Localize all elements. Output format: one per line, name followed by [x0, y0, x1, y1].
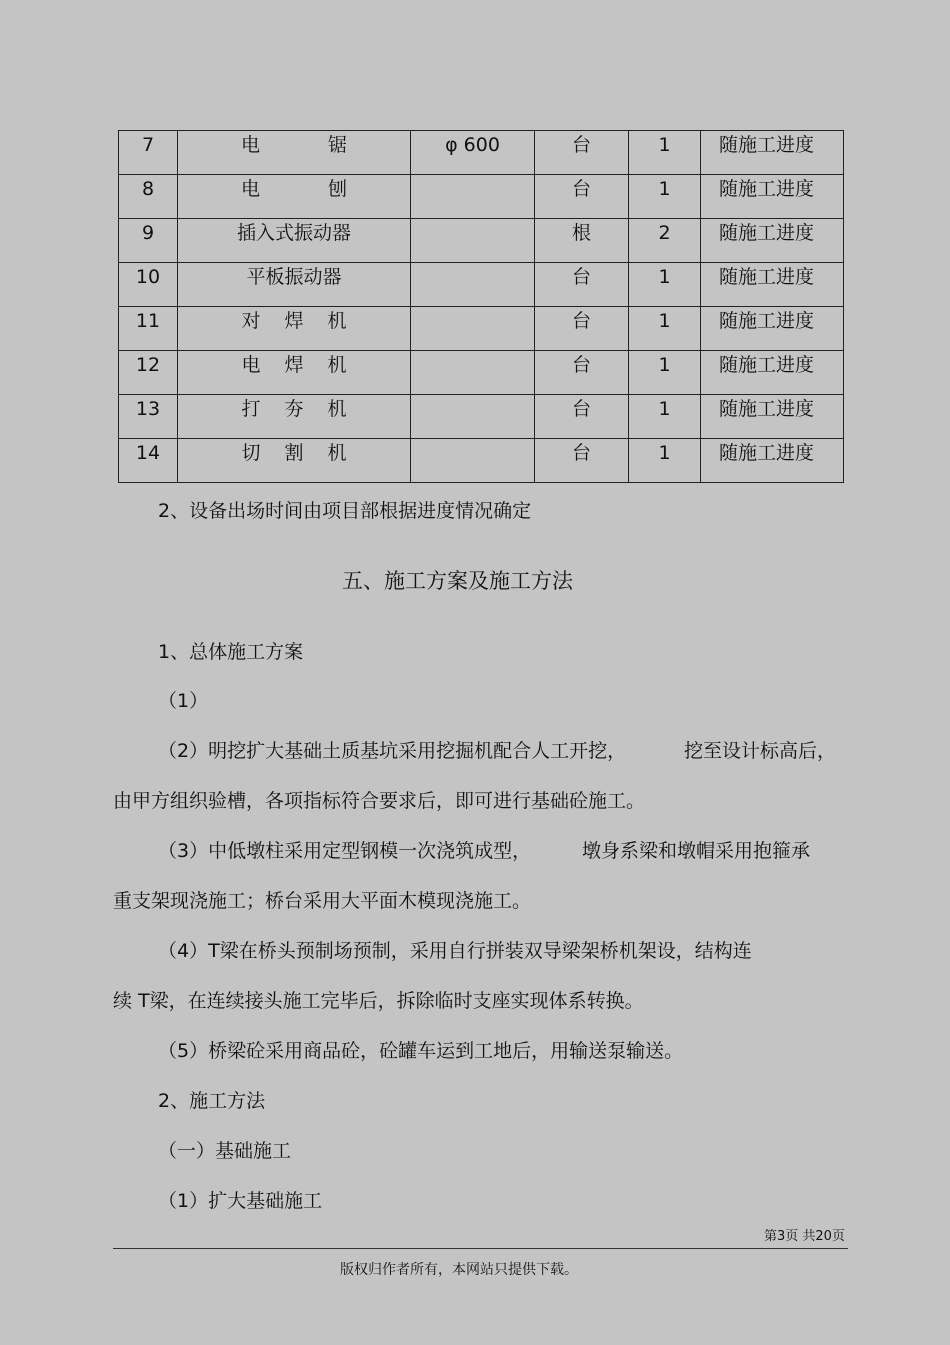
- cell-quantity: 1: [629, 307, 701, 351]
- paragraph-foundation: （一）基础施工: [158, 1140, 292, 1162]
- cell-unit: 台: [535, 307, 629, 351]
- cell-unit: 台: [535, 175, 629, 219]
- page-number: 第3页 共20页: [764, 1229, 845, 1244]
- copyright-notice: 版权归作者所有，本网站只提供下载。: [340, 1262, 578, 1278]
- cell-quantity: 1: [629, 131, 701, 175]
- equipment-name-part: 刨: [328, 178, 348, 200]
- cell-arrival-time: 随施工进度: [701, 175, 844, 219]
- paragraph-item-4b: 续 T梁，在连续接头施工完毕后，拆除临时支座实现体系转换。: [113, 990, 644, 1012]
- cell-arrival-time: 随施工进度: [701, 439, 844, 483]
- equipment-name-part: 电: [240, 134, 260, 156]
- cell-arrival-time: 随施工进度: [701, 351, 844, 395]
- paragraph-overall-plan: 1、总体施工方案: [158, 641, 304, 663]
- cell-spec: φ 600: [411, 131, 535, 175]
- cell-equipment-name: [178, 263, 411, 307]
- equipment-name-part: 对: [241, 310, 261, 332]
- equipment-name-part: 夯: [284, 398, 304, 420]
- cell-spec: [411, 439, 535, 483]
- cell-number: 11: [119, 307, 178, 351]
- cell-equipment-name: [178, 307, 411, 351]
- footer-divider: [113, 1248, 848, 1249]
- cell-number: 13: [119, 395, 178, 439]
- cell-arrival-time: 随施工进度: [701, 219, 844, 263]
- cell-spec: [411, 263, 535, 307]
- paragraph-item-4a: （4）T梁在桥头预制场预制，采用自行拼装双导梁架桥机架设，结构连: [158, 940, 752, 962]
- equipment-name-part: 机: [327, 354, 347, 376]
- cell-arrival-time: 随施工进度: [701, 131, 844, 175]
- cell-unit: 台: [535, 439, 629, 483]
- cell-quantity: 1: [629, 395, 701, 439]
- equipment-table: [118, 130, 844, 483]
- equipment-name-part: 割: [284, 442, 304, 464]
- cell-quantity: 1: [629, 263, 701, 307]
- cell-arrival-time: 随施工进度: [701, 307, 844, 351]
- cell-arrival-time: 随施工进度: [701, 263, 844, 307]
- table-row: [119, 131, 844, 175]
- paragraph-expanded-foundation: （1）扩大基础施工: [158, 1190, 323, 1212]
- table-row: [119, 307, 844, 351]
- cell-number: 12: [119, 351, 178, 395]
- cell-number: 8: [119, 175, 178, 219]
- equipment-note: 2、设备出场时间由项目部根据进度情况确定: [158, 500, 532, 522]
- section-title: 五、施工方案及施工方法: [342, 569, 573, 593]
- cell-unit: 根: [535, 219, 629, 263]
- cell-equipment-name: [178, 131, 411, 175]
- cell-number: 14: [119, 439, 178, 483]
- cell-spec: [411, 351, 535, 395]
- cell-unit: 台: [535, 131, 629, 175]
- equipment-name-part: 插入式振动器: [236, 222, 351, 244]
- equipment-name-part: 切: [241, 442, 261, 464]
- cell-unit: 台: [535, 395, 629, 439]
- equipment-name-part: 焊: [284, 310, 304, 332]
- equipment-name-part: 焊: [284, 354, 304, 376]
- cell-number: 7: [119, 131, 178, 175]
- cell-equipment-name: [178, 439, 411, 483]
- equipment-name-part: 电: [241, 354, 261, 376]
- cell-spec: [411, 307, 535, 351]
- cell-arrival-time: 随施工进度: [701, 395, 844, 439]
- cell-unit: 台: [535, 351, 629, 395]
- table-row: [119, 219, 844, 263]
- cell-spec: [411, 175, 535, 219]
- cell-quantity: 1: [629, 439, 701, 483]
- equipment-name-part: 电: [240, 178, 260, 200]
- equipment-name-part: 锯: [328, 134, 348, 156]
- cell-quantity: 2: [629, 219, 701, 263]
- equipment-name-part: 机: [327, 310, 347, 332]
- cell-quantity: 1: [629, 351, 701, 395]
- paragraph-item-3b: 墩身系梁和墩帽采用抱箍承: [582, 840, 811, 862]
- table-row: [119, 263, 844, 307]
- paragraph-item-5: （5）桥梁砼采用商品砼，砼罐车运到工地后，用输送泵输送。: [158, 1040, 684, 1062]
- cell-spec: [411, 395, 535, 439]
- cell-spec: [411, 219, 535, 263]
- paragraph-item-3c: 重支架现浇施工；桥台采用大平面木模现浇施工。: [113, 890, 532, 912]
- paragraph-item-2b: 挖至设计标高后，: [684, 740, 837, 762]
- cell-number: 9: [119, 219, 178, 263]
- cell-unit: 台: [535, 263, 629, 307]
- table-row: [119, 175, 844, 219]
- paragraph-item-2c: 由甲方组织验槽，各项指标符合要求后，即可进行基础砼施工。: [113, 790, 646, 812]
- equipment-name-part: 机: [327, 398, 347, 420]
- paragraph-item-3a: （3）中低墩柱采用定型钢模一次浇筑成型，: [158, 840, 532, 862]
- equipment-name-part: 打: [241, 398, 261, 420]
- cell-number: 10: [119, 263, 178, 307]
- paragraph-methods: 2、施工方法: [158, 1090, 266, 1112]
- cell-equipment-name: [178, 395, 411, 439]
- paragraph-item-2a: （2）明挖扩大基础土质基坑采用挖掘机配合人工开挖，: [158, 740, 627, 762]
- equipment-name-part: 机: [327, 442, 347, 464]
- table-row: [119, 439, 844, 483]
- cell-quantity: 1: [629, 175, 701, 219]
- equipment-name-part: 平板振动器: [246, 266, 342, 288]
- table-row: [119, 351, 844, 395]
- cell-equipment-name: [178, 175, 411, 219]
- cell-equipment-name: [178, 351, 411, 395]
- paragraph-item-1: （1）: [158, 690, 209, 712]
- table-row: [119, 395, 844, 439]
- cell-equipment-name: [178, 219, 411, 263]
